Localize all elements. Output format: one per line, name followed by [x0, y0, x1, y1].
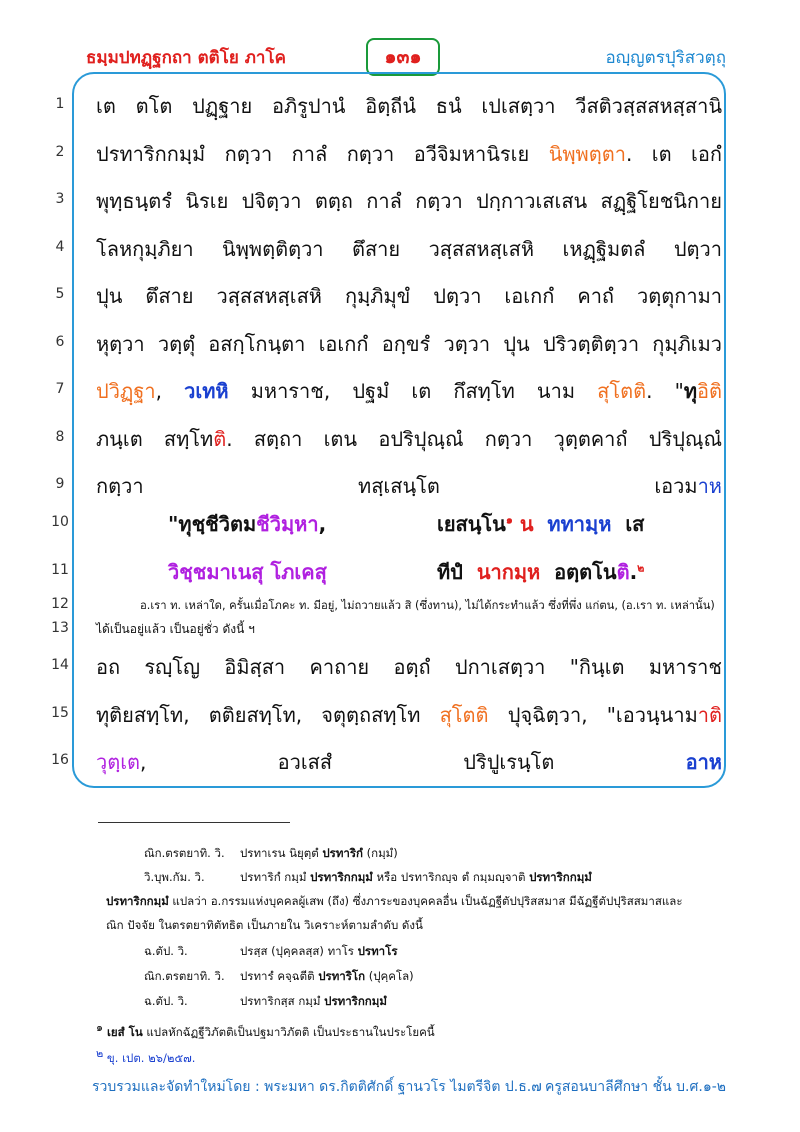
text-line: [96, 746, 722, 778]
text-segment: ,: [155, 379, 185, 403]
text-line: [96, 280, 722, 312]
text-segment: วุตฺเต: [96, 750, 141, 774]
text-segment: ปรทาริกกมฺมํ กตฺวา กาลํ กตฺวา อวีจิมหานิรเย: [96, 141, 549, 166]
header-right-title: อญฺญตรปุริสวตฺถุ: [605, 48, 726, 68]
text-line: [96, 470, 722, 502]
text-segment: กตฺวา ทสฺเสนฺโต เอวม: [96, 474, 698, 498]
footnote-8: $^๑$ เยสํ โน แปลหักฉัฏฐีวิภัตติเป็นปฐมาวิภัตติ เป็นประธานในประโยคนี้: [96, 1021, 435, 1039]
text-segment: วเทหิ: [184, 379, 229, 403]
footnote-3: ปรทาริกกมฺมํ แปลว่า อ.กรรมแห่งบุคคลผู้เสพ (ถึง) ซึ่งภาระของบุคคลอื่น เป็นฉัฏฐีตัปปุริสสมาส มีฉัฏฐีตัปปุริสสมาสและ: [106, 894, 683, 908]
line-number: 9: [55, 476, 65, 492]
verse-line-10-part2: เยสนฺโน$^๑$ น ททามฺห เส: [437, 512, 645, 536]
footnote-1: ณิก.ตรตยาทิ. วิ. ปรทาเรน นิยุตฺตํ ปรทาริกํ (กมฺมํ): [144, 846, 398, 860]
line-number: 4: [55, 238, 65, 255]
text-line: [96, 233, 722, 265]
verse-line-10-part1: "ทุชฺชีวิตมชีวิมฺหา,: [168, 512, 327, 536]
text-segment: โลหกุมฺภิยา นิพฺพตฺติตฺวา ตึสาย วสฺสสหสฺเสหิ เหฏฺฐิมตลํ ปตฺวา: [96, 236, 722, 261]
text-line: [96, 328, 722, 360]
footnote-7: ฉ.ตัป. วิ. ปรทาริกสฺส กมฺมํ ปรทาริกกมฺมํ: [144, 994, 387, 1008]
text-segment: มหาราช, ปฐมํ เต กึสทฺโท นาม: [228, 379, 598, 403]
line-number: 10: [51, 514, 69, 530]
text-segment: าติ: [697, 702, 722, 727]
text-segment: . เต เอกํ: [625, 141, 722, 166]
text-segment: ปุจฺฉิตฺวา, "เอวนฺนาม: [488, 702, 698, 727]
text-segment: ปวิฏฺฐา: [96, 379, 156, 403]
text-line: [96, 185, 722, 217]
verse-line-11-part1: วิชฺชมาเนสุ โภเคสุ: [168, 560, 327, 584]
line-number: 5: [55, 286, 65, 302]
line-number: 14: [51, 657, 69, 673]
footer-course: ครูสอนบาลีศึกษา ชั้น บ.ศ.๑-๒: [544, 1079, 726, 1095]
line-number: 12: [51, 596, 69, 612]
text-segment: นิพฺพตฺตา: [548, 141, 626, 166]
text-segment: อถ รญฺโญ อิมิสฺสา คาถาย อตฺถํ ปกาเสตฺวา "กินฺเต มหาราช: [96, 655, 722, 679]
line-number: 3: [55, 191, 65, 207]
footnote-9: $^๒$ ขุ. เปต. ๒๖/๒๕๗.: [96, 1047, 196, 1065]
verse-line-11-part2: ทีปํ นากมฺห อตฺตโนติ.$^๒$: [437, 560, 645, 584]
text-line: [96, 651, 722, 683]
line-number: 7: [55, 381, 65, 397]
line-number: 1: [55, 96, 65, 112]
text-segment: ภนฺเต สทฺโท: [96, 426, 214, 451]
line-number: 2: [55, 143, 65, 160]
line-number: 13: [51, 620, 69, 636]
page-number: ๑๓๑: [366, 38, 440, 76]
text-segment: ทุ: [683, 379, 697, 403]
text-segment: เต ตโต ปฏฺฐาย อภิรูปานํ อิตฺถีนํ ธนํ เปเสตฺวา วีสติวสฺสสหสฺสานิ: [96, 94, 722, 118]
text-segment: อาห: [685, 750, 722, 774]
text-segment: , อวเสสํ ปริปูเรนฺโต: [140, 750, 686, 774]
text-line: [96, 423, 722, 455]
line-number: 6: [55, 333, 65, 350]
line-number: 11: [51, 562, 69, 578]
footnote-5: ฉ.ตัป. วิ. ปรสฺส (ปุคฺคลสฺส) ทาโร ปรทาโร: [144, 944, 398, 958]
text-segment: อิติ: [697, 379, 722, 403]
footnote-2: วิ.บุพ.กัม. วิ. ปรทาริกํ กมฺมํ ปรทาริกกมฺมํ หรือ ปรทาริกญฺจ ตํ กมฺมญฺจาติ ปรทาริกกมฺมํ: [144, 870, 592, 884]
text-line: [96, 138, 722, 170]
footnote-rule: [98, 822, 290, 823]
text-segment: าห: [697, 474, 722, 498]
text-line: [96, 375, 722, 407]
footnote-4: ณิก ปัจจัย ในตรตยาทิตัทธิต เป็นภายใน วิเคราะห์ตามลำดับ ดังนี้: [106, 918, 423, 932]
text-segment: . ": [646, 379, 684, 403]
footnote-6: ณิก.ตรตยาทิ. วิ. ปรทารํ คจฺฉตีติ ปรทาริโก (ปุคฺคโล): [144, 969, 414, 983]
text-segment: สุโตติ: [439, 702, 489, 727]
text-segment: . สตฺถา เตน อปริปุณฺณํ กตฺวา วุตฺตคาถํ ปริปุณฺณํ: [226, 426, 722, 451]
text-line: [96, 699, 722, 731]
text-segment: สุโตติ: [597, 379, 647, 403]
line-number: 16: [51, 752, 69, 768]
text-segment: ทุติยสทฺโท, ตติยสทฺโท, จตุตฺถสทฺโท: [96, 702, 440, 727]
translation-line-12: อ.เรา ท. เหล่าใด, ครั้นเมื่อโภคะ ท. มีอยู่, ไม่ถวายแล้ว สิ (ซึ่งทาน), ไม่ได้กระทำแล้ว ซึ่งที่พึ่ง แก่ตน, (อ.เรา ท. เหล่านั้น): [140, 599, 715, 612]
line-number: 8: [55, 428, 65, 445]
header-left-title: ธมฺมปทฏฺฐกถา ตติโย ภาโค: [86, 48, 286, 68]
footer-compiler: รวบรวมและจัดทำใหม่โดย : พระมหา ดร.กิตติศักดิ์ ฐานวโร ไมตรีจิต ป.ธ.๗: [92, 1079, 542, 1095]
translation-line-13: ได้เป็นอยู่แล้ว เป็นอยู่ชั่ว ดังนี้ ฯ: [96, 622, 255, 636]
text-segment: ปุน ตึสาย วสฺสสหสฺเสหิ กุมฺภิมุขํ ปตฺวา เอเกกํ คาถํ วตฺตุกามา: [96, 284, 722, 308]
text-segment: พุทฺธนฺตรํ นิรเย ปจิตฺวา ตตฺถ กาลํ กตฺวา ปกฺกาวเสเสน สฏฺฐิโยชนิกาย: [96, 189, 722, 213]
text-line: [96, 90, 722, 122]
text-segment: หุตฺวา วตฺตุํ อสกฺโกนฺตา เอเกกํ อกฺขรํ วตฺวา ปุน ปริวตฺติตฺวา กุมฺภิเมว: [96, 331, 722, 356]
line-number: 15: [51, 704, 69, 721]
text-segment: ติ: [213, 426, 227, 451]
